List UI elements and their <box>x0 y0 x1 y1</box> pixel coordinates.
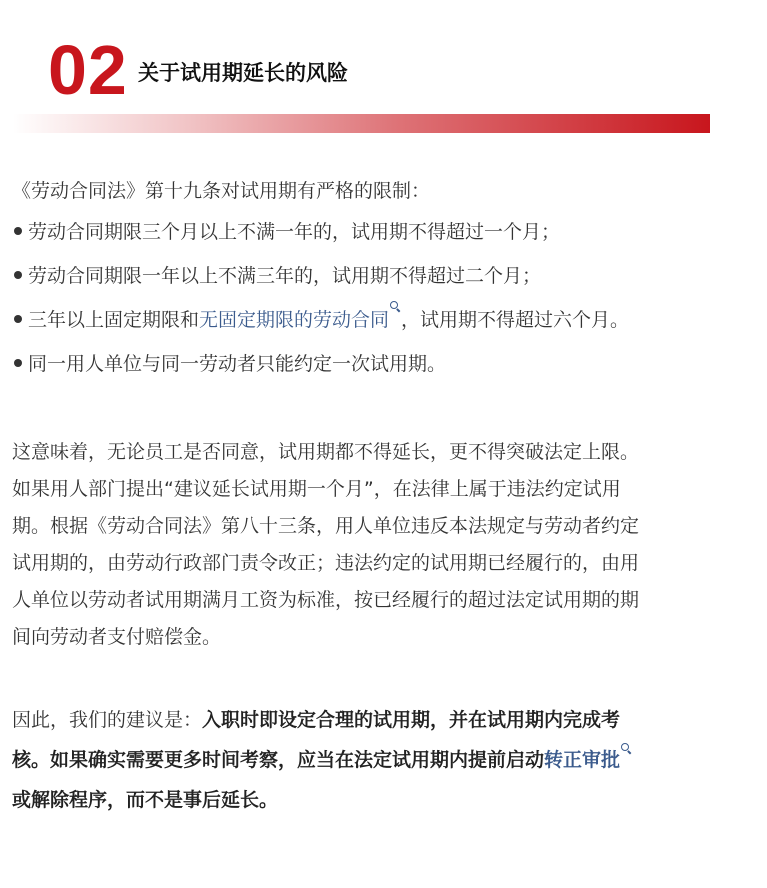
paragraph-line <box>12 700 760 740</box>
bullet-dot-icon <box>14 315 22 323</box>
search-icon[interactable] <box>389 300 401 314</box>
section-number: 02 <box>48 31 128 109</box>
intro-line: 《劳动合同法》第十九条对试用期有严格的限制： <box>12 180 431 202</box>
paragraph-line <box>12 740 760 780</box>
bullet-dot-icon <box>14 227 22 235</box>
list-item-text: 同一用人单位与同一劳动者只能约定一次试用期。 <box>28 353 447 375</box>
bullet-dot-icon <box>14 271 22 279</box>
list-item <box>12 342 760 386</box>
recommendation-bold: 入职时即设定合理的试用期，并在试用期内完成考 <box>202 709 621 731</box>
paragraph-line: 试用期的，由劳动行政部门责令改正；违法约定的试用期已经履行的，由用 <box>12 552 640 574</box>
paragraph-line: 这意味着，无论员工是否同意，试用期都不得延长，更不得突破法定上限。 <box>12 441 640 463</box>
contract-link[interactable]: 无固定期限的劳动合同 <box>199 309 390 331</box>
paragraph-line <box>12 780 760 820</box>
list-item <box>12 254 760 298</box>
recommendation-lead: 因此，我们的建议是： <box>12 709 203 731</box>
section-header <box>0 0 767 140</box>
article-body <box>12 172 760 820</box>
list-item <box>12 298 760 342</box>
section-title: 关于试用期延长的风险 <box>138 61 348 85</box>
bullet-dot-icon <box>14 359 22 367</box>
list-item-text: 三年以上固定期限和 <box>28 309 200 331</box>
list-item-text: 劳动合同期限一年以上不满三年的，试用期不得超过二个月； <box>28 265 542 287</box>
paragraph-line: 期。根据《劳动合同法》第八十三条，用人单位违反本法规定与劳动者约定 <box>12 515 640 537</box>
header-gradient-bar <box>12 114 710 133</box>
approval-link[interactable]: 转正审批 <box>544 749 621 771</box>
search-icon[interactable] <box>620 742 632 756</box>
recommendation-bold: 或解除程序，而不是事后延长。 <box>12 789 279 811</box>
recommendation-bold: 核。如果确实需要更多时间考察，应当在法定试用期内提前启动 <box>12 749 545 771</box>
list-item-text: ，试用期不得超过六个月。 <box>401 309 630 331</box>
paragraph-recommendation <box>12 700 760 820</box>
list-item <box>12 210 760 254</box>
paragraph-line: 人单位以劳动者试用期满月工资为标准，按已经履行的超过法定试用期的期 <box>12 589 640 611</box>
bullet-list <box>12 210 760 386</box>
list-item-text: 劳动合同期限三个月以上不满一年的，试用期不得超过一个月； <box>28 221 561 243</box>
paragraph-line: 间向劳动者支付赔偿金。 <box>12 626 222 648</box>
paragraph-explanation <box>12 434 760 656</box>
paragraph-line: 如果用人部门提出“建议延长试用期一个月”，在法律上属于违法约定试用 <box>12 478 621 500</box>
